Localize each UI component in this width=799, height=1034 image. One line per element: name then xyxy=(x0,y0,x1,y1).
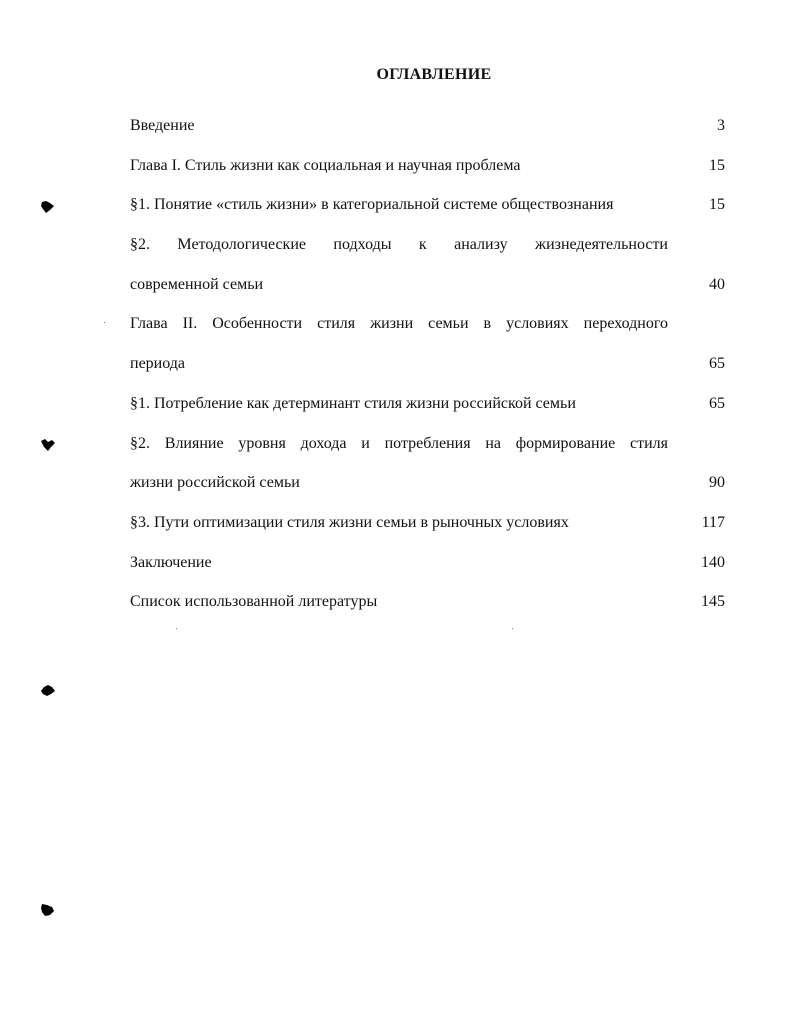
toc-entry-page: 65 xyxy=(709,394,725,412)
toc-entry-text: Список использованной литературы xyxy=(130,593,378,611)
toc-entry xyxy=(130,311,725,351)
toc-entry xyxy=(130,550,725,590)
hole-punch-mark-icon xyxy=(40,684,56,698)
toc-entry xyxy=(130,272,725,312)
toc-entry xyxy=(130,589,725,629)
toc-entry-text: §1. Потребление как детерминант стиля жизни российской семьи xyxy=(130,394,576,412)
toc-entry-text: Глава II. Особенности стиля жизни семьи в условиях переходного xyxy=(130,315,668,333)
toc-entry xyxy=(130,510,725,550)
hole-punch-mark-icon xyxy=(40,438,56,452)
toc-entry xyxy=(130,192,725,232)
toc-entry-page: 65 xyxy=(709,355,725,373)
toc-entry-text: §2. Методологические подходы к анализу жизнедеятельности xyxy=(130,236,668,254)
toc-entry xyxy=(130,113,725,153)
toc-entry-page: 145 xyxy=(701,593,725,611)
toc-entry xyxy=(130,351,725,391)
scan-speck xyxy=(176,628,177,629)
toc-entry-text: жизни российской семьи xyxy=(130,474,300,492)
toc-entry-text: периода xyxy=(130,355,186,373)
toc-entry-text: §2. Влияние уровня дохода и потребления на формирование стиля xyxy=(130,434,668,452)
toc-entry xyxy=(130,391,725,431)
toc-entry-page: 15 xyxy=(709,156,725,174)
toc-entry-text: современной семьи xyxy=(130,275,264,293)
toc-entry-text: Глава I. Стиль жизни как социальная и научная проблема xyxy=(130,156,521,174)
table-of-contents xyxy=(130,113,725,629)
toc-entry-text: §3. Пути оптимизации стиля жизни семьи в рыночных условиях xyxy=(130,513,569,531)
scan-speck xyxy=(104,322,105,323)
toc-entry-page: 40 xyxy=(709,275,725,293)
toc-entry xyxy=(130,431,725,471)
scan-speck xyxy=(512,628,513,629)
toc-entry-page: 90 xyxy=(709,474,725,492)
toc-entry-page: 3 xyxy=(717,117,725,134)
toc-entry-page: 140 xyxy=(701,553,725,571)
toc-entry xyxy=(130,470,725,510)
toc-entry-page: 117 xyxy=(701,513,725,531)
toc-entry-page: 15 xyxy=(709,196,725,214)
hole-punch-mark-icon xyxy=(40,903,56,917)
toc-entry xyxy=(130,153,725,193)
toc-entry xyxy=(130,232,725,272)
hole-punch-mark-icon xyxy=(40,200,56,214)
page-title: ОГЛАВЛЕНИЕ xyxy=(376,66,492,83)
toc-entry-text: §1. Понятие «стиль жизни» в категориальной системе обществознания xyxy=(130,196,614,214)
toc-entry-text: Заключение xyxy=(130,553,212,571)
toc-entry-text: Введение xyxy=(130,117,195,134)
